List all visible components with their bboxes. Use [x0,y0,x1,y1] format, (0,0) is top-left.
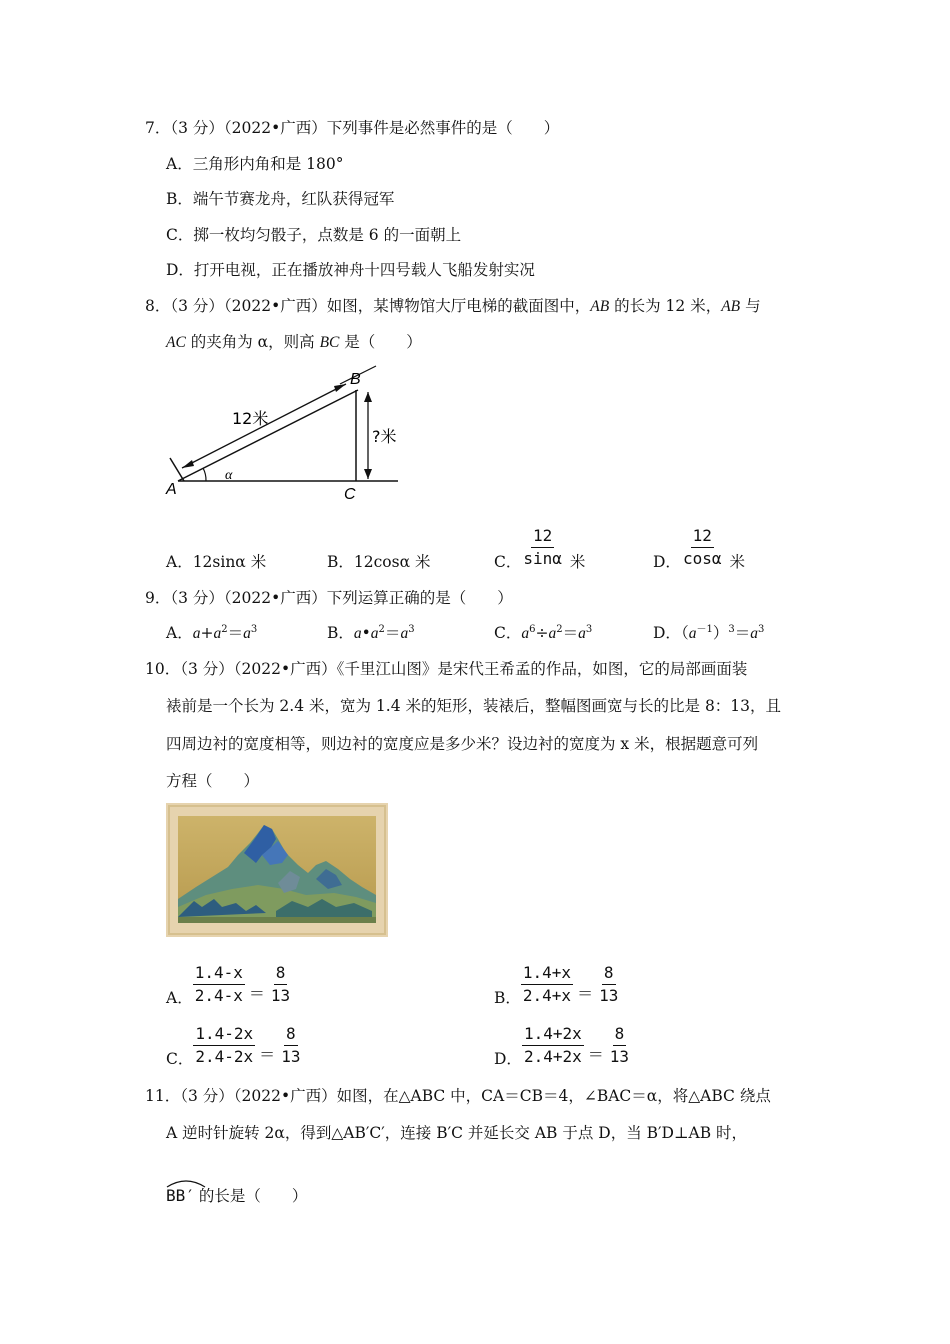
fraction: $\frac{12}{\sin\alpha}$ [523,525,562,568]
landscape-painting-image [166,803,388,937]
arrowhead-top [364,392,372,402]
arc-overline-icon [166,1178,206,1188]
q8-option-a: A．12sinα 米 [166,553,267,571]
fraction: $\frac{8}{13}$ [609,1023,630,1066]
q10-option-a: A． $\frac{1.4-x}{2.4-x}$ ＝ $\frac{8}{13}$ [166,962,291,1007]
q9-option-a: A．$a+a^2=a^3$ [166,623,258,642]
fraction: $\frac{1.4+x}{2.4+x}$ [522,962,572,1005]
q11-stem-line3: BB′ 的长是（ ） [166,1178,307,1206]
label-alpha: α [225,468,233,483]
q11-stem-line2: A 逆时针旋转 2α，得到△AB′C′，连接 B′C 并延长交 AB 于点 D，当 B′D⊥AB 时， [166,1124,748,1142]
label-b: B [350,371,361,388]
escalator-diagram [160,362,410,504]
q10-option-d: D． $\frac{1.4+2x}{2.4+2x}$ ＝ $\frac{8}{13}$ [494,1023,630,1068]
q8-stem-line1: 8．（3 分）（2022•广西）如图，某博物馆大厅电梯的截面图中，AB 的长为 12 米，AB 与 [145,297,761,315]
q10-stem-line1: 10．（3 分）（2022•广西）《千里江山图》是宋代王希孟的作品，如图，它的局部画面装 [145,660,748,678]
q8-option-b: B．12cosα 米 [327,553,431,571]
q8-stem-line2: AC 的夹角为 α，则高 BC 是（ ） [166,333,422,351]
arrowhead-bottom [364,469,372,479]
q9-option-b: B．$a•a^2=a^3$ [327,623,415,642]
fraction: $\frac{1.4-2x}{2.4-2x}$ [195,1023,254,1066]
fraction: $\frac{8}{13}$ [599,962,619,1005]
q10-stem-line2: 裱前是一个长为 2.4 米，宽为 1.4 米的矩形，装裱后，整幅图画宽与长的比是 8：13，且 [166,697,782,715]
q7-option-c: C．掷一枚均匀骰子，点数是 6 的一面朝上 [166,226,462,244]
label-height: ?米 [372,427,397,446]
floor-edge-a [170,458,184,481]
q9-option-d: D．$(a^{-1})^3=a^3$ [653,623,765,642]
q8-option-d: D． $\frac{12}{\cos\alpha}$ 米 [653,525,745,571]
angle-arc-alpha [203,468,206,481]
q11-stem-line1: 11．（3 分）（2022•广西）如图，在△ABC 中，CA＝CB＝4，∠BAC＝α，将△ABC 绕点 [145,1087,771,1105]
q10-option-c: C． $\frac{1.4-2x}{2.4-2x}$ ＝ $\frac{8}{13}$ [166,1023,301,1068]
q10-stem-line4: 方程（ ） [166,772,260,790]
q9-option-c: C．$a^6\div a^2=a^3$ [494,623,593,642]
q7-option-d: D．打开电视，正在播放神舟十四号载人飞船发射实况 [166,261,535,279]
fraction: $\frac{12}{\cos\alpha}$ [682,525,722,568]
fraction: $\frac{1.4+2x}{2.4+2x}$ [523,1023,582,1066]
q7-option-a: A．三角形内角和是 180° [166,155,344,173]
hypotenuse-ab [178,390,358,481]
fraction: $\frac{1.4-x}{2.4-x}$ [194,962,243,1005]
label-a: A [166,481,177,498]
arc-bb-prime: BB′ [166,1178,195,1206]
arrowhead-lower [182,460,194,468]
q10-option-b: B． $\frac{1.4+x}{2.4+x}$ ＝ $\frac{8}{13}$ [494,962,619,1007]
q7-option-b: B．端午节赛龙舟，红队获得冠军 [166,190,395,208]
label-12m: 12米 [232,409,269,428]
fraction: $\frac{8}{13}$ [270,962,291,1005]
q8-option-c: C． $\frac{12}{\sin\alpha}$ 米 [494,525,586,571]
q7-stem: 7．（3 分）（2022•广西）下列事件是必然事件的是（ ） [145,119,560,137]
q10-stem-line3: 四周边衬的宽度相等，则边衬的宽度应是多少米？设边衬的宽度为 x 米，根据题意可列 [166,735,759,753]
label-c: C [344,486,356,503]
fraction: $\frac{8}{13}$ [281,1023,301,1066]
arrowhead-upper [334,384,346,392]
q9-stem: 9．（3 分）（2022•广西）下列运算正确的是（ ） [145,589,513,607]
